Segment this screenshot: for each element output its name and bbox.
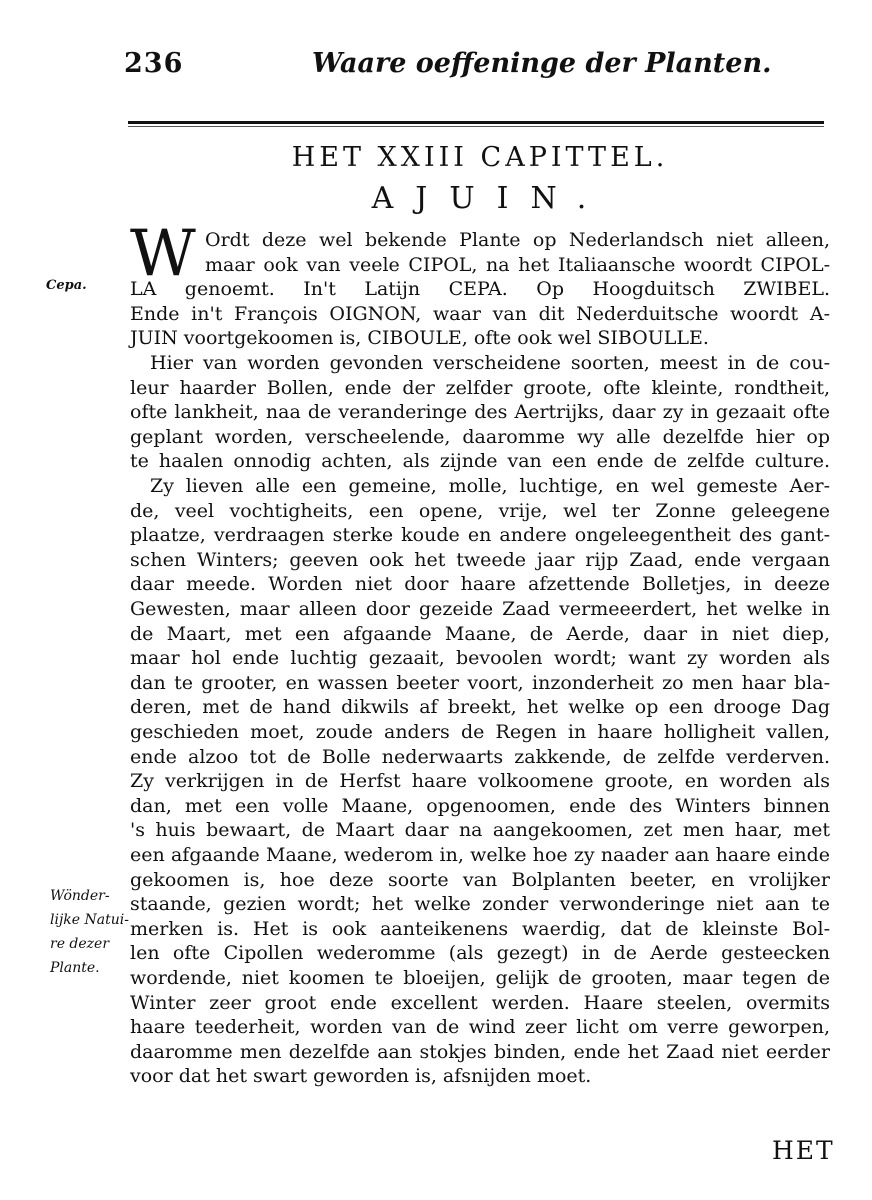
text-line: voor dat het swart geworden is, afsnijden moet.: [130, 1065, 592, 1088]
text-line: ende alzoo tot de Bolle nederwaarts zakkende, de zelfde verderven.: [130, 745, 830, 768]
text-line: te haalen onnodig achten, als zijnde van een ende de zelfde culture.: [130, 450, 830, 473]
text-line: geplant worden, verscheelende, daaromme wy alle dezelfde hier op: [130, 425, 830, 448]
text-line: plaatze, verdraagen sterke koude en andere ongeleegentheit des gant-: [130, 524, 830, 547]
text-line: len ofte Cipollen wederomme (als gezegt) in de Aerde gesteecken: [130, 942, 830, 965]
header-rule-thin: [128, 126, 824, 127]
page-number: 236: [124, 48, 184, 79]
text-line: dan, met een volle Maane, opgenoomen, ende des Winters binnen: [130, 794, 830, 817]
running-title: Waare oeffeninge der Planten.: [312, 48, 772, 79]
text-line: Gewesten, maar alleen door gezeide Zaad vermeeerdert, het welke in: [130, 598, 830, 620]
text-line: gekoomen is, hoe deze soorte van Bolplanten beeter, en vrolijker: [130, 868, 830, 891]
margin-note-line: lijke Natui-: [50, 912, 129, 928]
text-line: de Maart, met een afgaande Maane, de Aerde, daar in niet diep,: [130, 622, 830, 645]
text-line: Zy verkrijgen in de Herfst haare volkoomene groote, en worden als: [130, 770, 830, 793]
header-rule: [128, 121, 824, 124]
text-line: deren, met de hand dikwils af breekt, het welke op een drooge Dag: [130, 696, 830, 719]
margin-note-line: Plante.: [50, 960, 100, 976]
text-line: maar ook van veele CIPOL, na het Italiaansche woordt CIPOL-: [205, 253, 830, 276]
text-line: de, veel vochtigheits, een opene, vrije, wel ter Zonne geleegene: [130, 499, 830, 522]
drop-cap: W: [130, 217, 196, 291]
chapter-title: AJUIN.: [371, 181, 609, 216]
margin-note-line: Wönder-: [50, 888, 110, 904]
text-line: leur haarder Bollen, ende der zelfder groote, ofte kleinte, rondtheit,: [130, 376, 830, 399]
text-line: haare teederheit, worden van de wind zeer licht om verre geworpen,: [130, 1016, 830, 1039]
chapter-heading: HET XXIII CAPITTEL.: [291, 142, 669, 173]
text-line: dan te grooter, en wassen beeter voort, inzonderheit zo men haar bla-: [130, 671, 830, 694]
text-line: maar hol ende luchtig gezaait, bevoolen wordt; want zy worden als: [130, 647, 830, 670]
text-line: daaromme men dezelfde aan stokjes binden, ende het Zaad niet eerder: [130, 1040, 830, 1063]
text-line: schen Winters; geeven ook het tweede jaar rijp Zaad, ende vergaan: [130, 548, 830, 571]
text-line: LA genoemt. In't Latijn CEPA. Op Hoogduitsch ZWIBEL.: [130, 278, 830, 301]
text-line: Winter zeer groot ende excellent werden. Haare steelen, overmits: [130, 991, 830, 1014]
text-line: een afgaande Maane, wederom in, welke hoe zy naader aan haare einde: [130, 844, 830, 866]
text-line: ofte lankheit, naa de veranderinge des Aertrijks, daar zy in gezaait ofte: [130, 401, 830, 424]
text-line: 's huis bewaart, de Maart daar na aangekoomen, zet men haar, met: [130, 819, 830, 842]
margin-note-wonder: [50, 884, 129, 980]
margin-note-cepa: Cepa.: [46, 278, 87, 293]
text-line: Ordt deze wel bekende Plante op Nederlandsch niet alleen,: [205, 229, 830, 251]
catchword: HET: [772, 1136, 835, 1165]
text-line: Hier van worden gevonden verscheidene soorten, meest in de cou-: [150, 352, 830, 374]
text-line: merken is. Het is ook aanteikenens waerdig, dat de kleinste Bol-: [130, 917, 830, 940]
text-line: geschieden moet, zoude anders de Regen in haare holligheit vallen,: [130, 721, 830, 743]
text-line: Zy lieven alle een gemeine, molle, luchtige, en wel gemeste Aer-: [150, 475, 830, 497]
text-line: wordende, niet koomen te bloeijen, gelijk de grooten, maar tegen de: [130, 967, 830, 989]
margin-note-line: re dezer: [50, 936, 110, 952]
text-line: Ende in't François OIGNON, waar van dit Nederduitsche woordt A-: [130, 302, 830, 325]
text-line: staande, gezien wordt; het welke zonder verwonderinge niet aan te: [130, 893, 830, 916]
text-line: JUIN voortgekoomen is, CIBOULE, ofte ook wel SIBOULLE.: [130, 327, 709, 350]
text-line: daar meede. Worden niet door haare afzettende Bolletjes, in deeze: [130, 573, 830, 596]
